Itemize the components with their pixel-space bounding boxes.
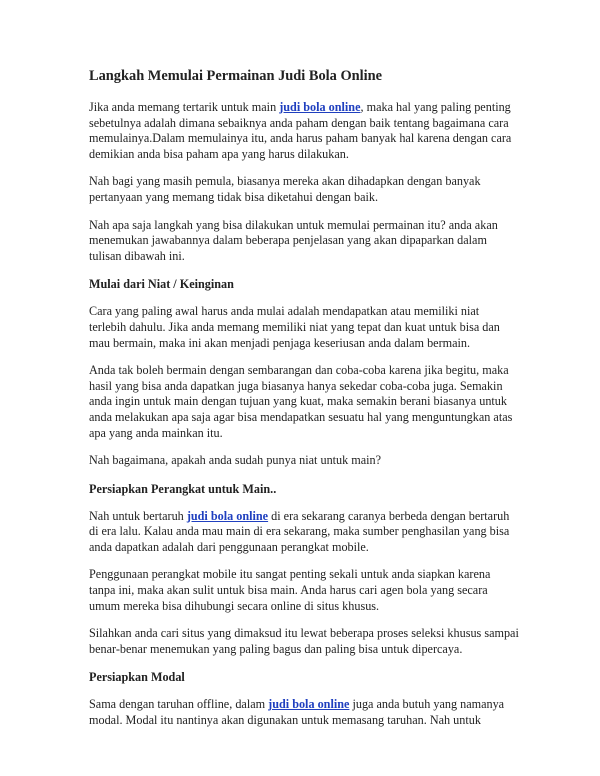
niat-paragraph-2: Anda tak boleh bermain dengan sembarangan dan coba-coba karena jika begitu, maka hasil yang bisa anda dapatkan juga biasanya hanya sekedar coba-coba juga. Semakin anda ingin untuk main dengan tujuan yang kuat, maka semakin berani biasanya untuk anda melakukan apa saja agar bisa mendapatkan sesuatu hal yang menguntungkan atas apa yang anda mainkan itu. bbox=[89, 363, 513, 440]
document-title: Langkah Memulai Permainan Judi Bola Online bbox=[89, 68, 383, 84]
niat-paragraph-1: Cara yang paling awal harus anda mulai adalah mendapatkan atau memiliki niat terlebih dahulu. Jika anda memang memiliki niat yang tepat dan kuat untuk bisa dan mau bermain, maka ini akan menjadi penjaga keseriusan anda dalam bermain. bbox=[89, 304, 500, 350]
intro-paragraph-1 bbox=[89, 100, 519, 162]
modal-paragraph-1 bbox=[89, 697, 519, 728]
perangkat-paragraph-1 bbox=[89, 509, 519, 556]
perangkat-paragraph-2: Penggunaan perangkat mobile itu sangat penting sekali untuk anda siapkan karena tanpa ini, maka akan sulit untuk bisa main. Anda harus cari agen bola yang secara umum mereka bisa dihubungi secara online di situs khusus. bbox=[89, 567, 491, 613]
niat-paragraph-3: Nah bagaimana, apakah anda sudah punya niat untuk main? bbox=[89, 453, 382, 468]
heading-modal: Persiapkan Modal bbox=[89, 670, 185, 685]
perangkat-paragraph-3: Silahkan anda cari situs yang dimaksud itu lewat beberapa proses seleksi khusus sampai benar-benar menemukan yang paling bagus dan paling bisa untuk dipercaya. bbox=[89, 626, 519, 656]
modal-p1-text-before: Sama dengan taruhan offline, dalam bbox=[89, 697, 269, 712]
intro-paragraph-3: Nah apa saja langkah yang bisa dilakukan untuk memulai permainan itu? anda akan menemukan jawabannya dalam beberapa penjelasan yang akan dipaparkan dalam tulisan dibawah ini. bbox=[89, 217, 498, 263]
intro-paragraph-2: Nah bagi yang masih pemula, biasanya mereka akan dihadapkan dengan banyak pertanyaan yang memang tidak bisa diketahui dengan baik. bbox=[89, 174, 481, 204]
modal-p1-text-after: juga anda butuh yang namanya modal. Modal itu nantinya akan digunakan untuk memasang taruhan. Nah untuk bbox=[89, 697, 505, 728]
intro-p1-text-before: Jika anda memang tertarik untuk main bbox=[89, 100, 280, 114]
judi-bola-online-link-3[interactable]: judi bola online bbox=[268, 697, 350, 712]
document-page bbox=[89, 66, 519, 741]
judi-bola-online-link-1[interactable]: judi bola online bbox=[279, 100, 361, 114]
judi-bola-online-link-2[interactable]: judi bola online bbox=[186, 508, 269, 523]
perangkat-p1-text-after: di era sekarang caranya berbeda dengan bertaruh di era lalu. Kalau anda mau main di era sekarang, maka sumber penghasilan yang bisa anda dapatkan adalah dari penggunaan perangkat mobile. bbox=[89, 508, 510, 554]
heading-perangkat: Persiapkan Perangkat untuk Main.. bbox=[89, 481, 277, 496]
perangkat-p1-text-before: Nah untuk bertaruh bbox=[89, 508, 187, 523]
heading-niat: Mulai dari Niat / Keinginan bbox=[89, 277, 234, 292]
intro-p1-text-after: , maka hal yang paling penting sebetulnya adalah dimana sebaiknya anda paham dengan baik tentang bagaimana cara memulainya.Dalam memulainya itu, anda harus paham banyak hal karena dengan cara demikian anda bisa paham apa yang harus dilakukan. bbox=[89, 100, 512, 161]
